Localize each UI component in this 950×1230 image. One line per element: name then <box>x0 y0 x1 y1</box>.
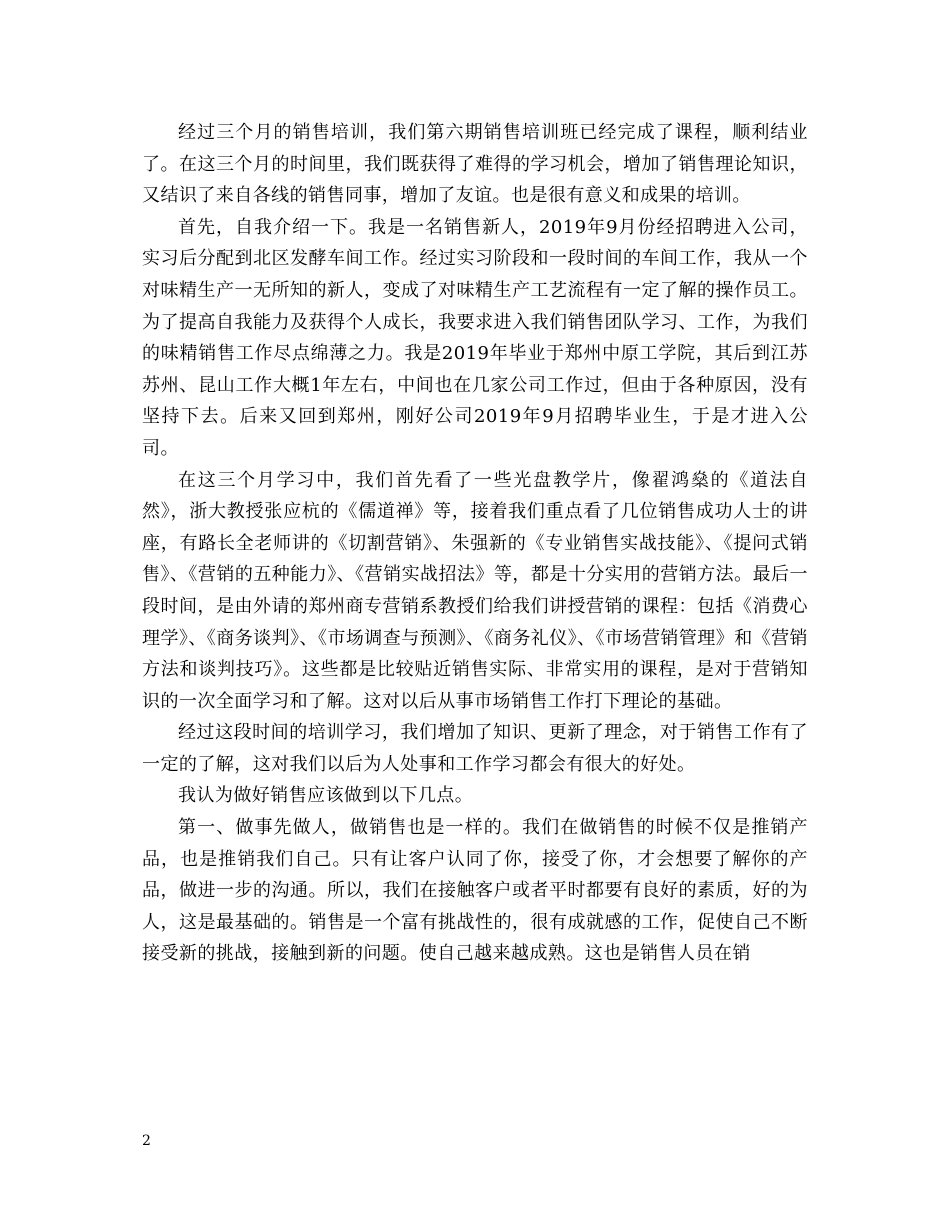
paragraph-5: 我认为做好销售应该做到以下几点。 <box>178 785 474 807</box>
paragraph-3: 在这三个月学习中，我们首先看了一些光盘教学片，像翟鸿燊的《道法自然》，浙大教授张应杭的《儒道禅》等，接着我们重点看了几位销售成功人士的讲座，有路长全老师讲的《切割营销》、朱强新的《专业销售实战技能》、《提问式销售》、《营销的五种能力》、《营销实战招法》等，都是十分实用的营销方法。最后一段时间，是由外请的郑州商专营销系教授们给我们讲授营销的课程：包括《消费心理学》、《商务谈判》、《市场调查与预测》、《商务礼仪》、《市场营销管理》和《营销方法和谈判技巧》。这些都是比较贴近销售实际、非常实用的课程，是对于营销知识的一次全面学习和了解。这对以后从事市场销售工作打下理论的基础。 <box>142 469 808 712</box>
document-body <box>142 117 808 970</box>
page-number: 2 <box>142 1133 151 1149</box>
paragraph-1: 经过三个月的销售培训，我们第六期销售培训班已经完成了课程，顺利结业了。在这三个月的时间里，我们既获得了难得的学习机会，增加了销售理论知识，又结识了来自各线的销售同事，增加了友谊。也是很有意义和成果的培训。 <box>142 122 808 207</box>
paragraph-2: 首先，自我介绍一下。我是一名销售新人，2019年9月份经招聘进入公司，实习后分配到北区发酵车间工作。经过实习阶段和一段时间的车间工作，我从一个对味精生产一无所知的新人，变成了对味精生产工艺流程有一定了解的操作员工。为了提高自我能力及获得个人成长，我要求进入我们销售团队学习、工作，为我们的味精销售工作尽点绵薄之力。我是2019年毕业于郑州中原工学院，其后到江苏苏州、昆山工作大概1年左右，中间也在几家公司工作过，但由于各种原因，没有坚持下去。后来又回到郑州，刚好公司2019年9月招聘毕业生，于是才进入公司。 <box>142 216 808 459</box>
paragraph-4: 经过这段时间的培训学习，我们增加了知识、更新了理念，对于销售工作有了一定的了解，这对我们以后为人处事和工作学习都会有很大的好处。 <box>142 722 808 775</box>
paragraph-6: 第一、做事先做人，做销售也是一样的。我们在做销售的时候不仅是推销产品，也是推销我们自己。只有让客户认同了你，接受了你，才会想要了解你的产品，做进一步的沟通。所以，我们在接触客户或者平时都要有良好的素质，好的为人，这是最基础的。销售是一个富有挑战性的，很有成就感的工作，促使自己不断接受新的挑战，接触到新的问题。使自己越来越成熟。这也是销售人员在销 <box>142 817 808 965</box>
